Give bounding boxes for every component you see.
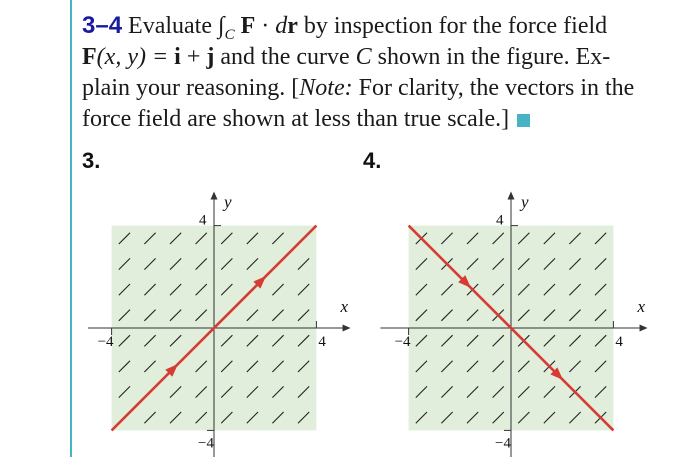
integral-sign: ∫ <box>218 13 225 39</box>
y-axis-label: y <box>224 192 232 212</box>
x-axis-arrowhead <box>343 325 351 332</box>
dot-operator: · <box>255 13 276 39</box>
vector-r: r <box>287 13 298 39</box>
y-axis-arrowhead <box>508 191 515 199</box>
field-arguments: (x, y) = <box>96 44 175 70</box>
integral-subscript: C <box>224 26 235 43</box>
tick-label: 4 <box>199 212 207 229</box>
unit-i: i <box>174 44 181 70</box>
text: by inspection for the force field <box>297 13 608 39</box>
x-axis-label: x <box>637 297 646 316</box>
text: plain your reasoning. [ <box>82 75 300 101</box>
x-axis-arrowhead <box>640 325 648 332</box>
vector-F: F <box>240 13 256 39</box>
text: shown in the figure. Ex- <box>371 44 611 70</box>
plus-operator: + <box>180 44 207 70</box>
y-axis-arrowhead <box>211 191 218 199</box>
tick-label: −4 <box>198 435 214 452</box>
differential-d: d <box>275 13 288 39</box>
accent-rule <box>70 0 72 457</box>
text: force field are shown at less than true scale.] <box>82 106 510 132</box>
text: For clarity, the vectors in the <box>352 75 635 101</box>
text: Evaluate <box>128 13 218 39</box>
unit-j: j <box>206 44 215 70</box>
tick-label: −4 <box>97 334 114 350</box>
tick-label: −4 <box>495 435 511 452</box>
tick-label: 4 <box>496 212 504 229</box>
figure-label: 4. <box>363 148 382 173</box>
text: and the curve <box>214 44 356 70</box>
tick-label: 4 <box>318 334 326 350</box>
problem-statement <box>82 10 692 135</box>
tick-label: −4 <box>394 334 411 350</box>
vector-F: F <box>82 44 97 70</box>
note-label: Note: <box>299 75 353 101</box>
y-axis-label: y <box>521 192 529 212</box>
vector-field-plot <box>88 178 358 457</box>
figure-label: 3. <box>82 148 101 173</box>
curve-name: C <box>355 44 372 70</box>
problem-number: 3–4 <box>82 12 123 39</box>
x-axis-label: x <box>340 297 349 316</box>
vector-field-plot <box>370 178 670 457</box>
end-of-problem-marker <box>517 114 530 127</box>
tick-label: 4 <box>615 334 623 350</box>
